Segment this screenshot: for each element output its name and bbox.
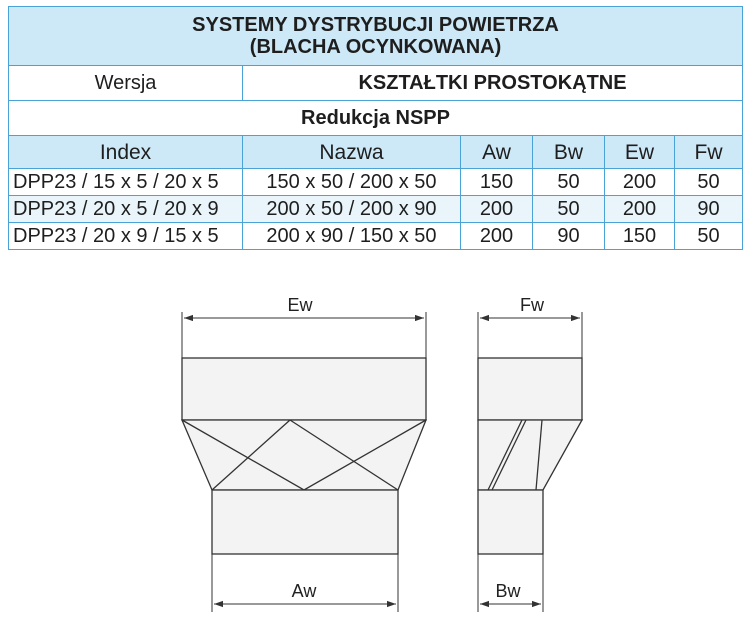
- fw-cell: 90: [675, 196, 743, 223]
- column-header: Bw: [533, 136, 605, 169]
- column-header-row: [9, 136, 743, 169]
- front-transition-fold-left: [212, 420, 290, 490]
- front-transition-fold-right: [290, 420, 398, 490]
- product-name: Redukcja NSPP: [9, 101, 743, 136]
- fw-cell: 50: [675, 223, 743, 250]
- ew-cell: 200: [605, 196, 675, 223]
- side-transition-fold-2: [492, 420, 526, 490]
- bw-cell: 50: [533, 196, 605, 223]
- side-transition-fold-1: [488, 420, 522, 490]
- ew-cell: 200: [605, 169, 675, 196]
- side-view: [478, 358, 582, 554]
- version-row: [9, 66, 743, 101]
- index-cell: DPP23 / 20 x 5 / 20 x 9: [9, 196, 243, 223]
- title-line-1: SYSTEMY DYSTRYBUCJI POWIETRZA: [192, 14, 559, 36]
- side-top-duct: [478, 358, 582, 420]
- front-transition-edge: [182, 420, 426, 490]
- front-bottom-duct: [212, 490, 398, 554]
- ew-label: Ew: [287, 295, 313, 315]
- version-label: Wersja: [9, 66, 243, 101]
- column-header: Nazwa: [243, 136, 461, 169]
- table-title: [9, 7, 743, 66]
- table-row: [9, 196, 743, 223]
- aw-cell: 150: [461, 169, 533, 196]
- bw-cell: 50: [533, 169, 605, 196]
- version-value: KSZTAŁTKI PROSTOKĄTNE: [243, 66, 743, 101]
- table-row: [9, 223, 743, 250]
- front-dimensions: [182, 312, 426, 612]
- name-cell: 200 x 50 / 200 x 90: [243, 196, 461, 223]
- index-cell: DPP23 / 15 x 5 / 20 x 5: [9, 169, 243, 196]
- side-transition: [478, 420, 582, 490]
- column-header: Ew: [605, 136, 675, 169]
- front-top-duct: [182, 358, 426, 420]
- column-header: Index: [9, 136, 243, 169]
- side-transition-fold-3: [536, 420, 542, 490]
- front-view: [182, 358, 426, 554]
- title-row: [9, 7, 743, 66]
- index-cell: DPP23 / 20 x 9 / 15 x 5: [9, 223, 243, 250]
- side-bottom-duct: [478, 490, 543, 554]
- fw-cell: 50: [675, 169, 743, 196]
- name-cell: 200 x 90 / 150 x 50: [243, 223, 461, 250]
- product-name-row: [9, 101, 743, 136]
- ew-cell: 150: [605, 223, 675, 250]
- name-cell: 150 x 50 / 200 x 50: [243, 169, 461, 196]
- product-table: [8, 6, 743, 250]
- front-transition: [182, 420, 426, 490]
- table-row: [9, 169, 743, 196]
- aw-cell: 200: [461, 196, 533, 223]
- column-header: Aw: [461, 136, 533, 169]
- aw-cell: 200: [461, 223, 533, 250]
- fw-label: Fw: [520, 295, 544, 315]
- title-line-2: (BLACHA OCYNKOWANA): [249, 36, 502, 58]
- aw-label: Aw: [291, 581, 317, 601]
- bw-cell: 90: [533, 223, 605, 250]
- spec-table: [8, 6, 742, 250]
- bw-label: Bw: [495, 581, 521, 601]
- column-header: Fw: [675, 136, 743, 169]
- side-dimensions: [478, 312, 582, 612]
